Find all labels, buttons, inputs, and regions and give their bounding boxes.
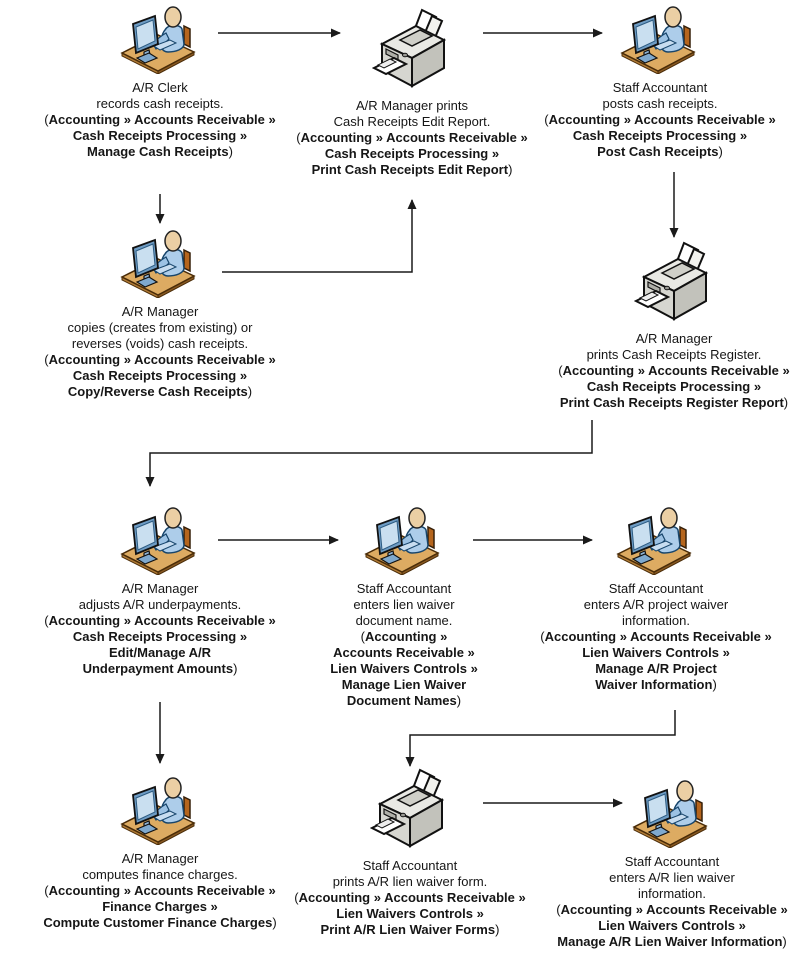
printer-icon — [370, 768, 450, 852]
node-caption: A/R Manager prints Cash Receipts Edit Report. (Accounting » Accounts Receivable » Cash Receipts Processing » Print Cash Receipts Edit Report) — [296, 98, 528, 177]
node-staff-accountant-posts-cash-receipts — [520, 2, 800, 160]
person-computer-icon — [120, 226, 200, 298]
person-computer-icon — [120, 2, 200, 74]
node-caption: Staff Accountant enters A/R project waiver information. (Accounting » Accounts Receivable » Lien Waivers Controls » Manage A/R Project Waiver Information) — [540, 581, 772, 692]
person-computer-icon — [364, 503, 444, 575]
arrow-register-to-underpayments — [150, 420, 592, 486]
node-ar-manager-adjusts-ar-underpayments — [22, 503, 298, 677]
node-staff-accountant-enters-ar-project-waiver-information — [514, 503, 798, 693]
node-ar-manager-copies-or-reverses-cash-receipts — [22, 226, 298, 400]
printer-icon — [372, 8, 452, 92]
node-caption: A/R Manager computes finance charges. (Accounting » Accounts Receivable » Finance Charges » Compute Customer Finance Charges) — [43, 851, 277, 930]
node-ar-manager-computes-finance-charges — [15, 773, 305, 931]
node-caption: A/R Manager copies (creates from existing) or reverses (voids) cash receipts. (Accounting » Accounts Receivable » Cash Receipts Processing » Copy/Reverse Cash Receipts) — [44, 304, 276, 399]
printer-icon — [634, 241, 714, 325]
node-ar-manager-prints-cash-receipts-register — [534, 241, 810, 411]
node-caption: A/R Manager adjusts A/R underpayments. (Accounting » Accounts Receivable » Cash Receipts Processing » Edit/Manage A/R Underpayment Amounts) — [44, 581, 276, 676]
node-caption: Staff Accountant enters lien waiver document name. (Accounting » Accounts Receivable » Lien Waivers Controls » Manage Lien Waiver Document Names) — [330, 581, 478, 708]
node-caption: Staff Accountant prints A/R lien waiver form. (Accounting » Accounts Receivable » Lien Waivers Controls » Print A/R Lien Waiver Forms) — [294, 858, 526, 937]
node-ar-manager-prints-cash-receipts-edit-report — [274, 8, 550, 178]
node-caption: A/R Manager prints Cash Receipts Register. (Accounting » Accounts Receivable » Cash Receipts Processing » Print Cash Receipts Register Report) — [558, 331, 790, 410]
person-computer-icon — [120, 773, 200, 845]
node-staff-accountant-enters-lien-waiver-document-name — [289, 503, 519, 709]
node-staff-accountant-enters-ar-lien-waiver-information — [527, 776, 810, 950]
node-caption: Staff Accountant enters A/R lien waiver information. (Accounting » Accounts Receivable » Lien Waivers Controls » Manage A/R Lien Waiver Information) — [556, 854, 788, 949]
node-caption: Staff Accountant posts cash receipts. (Accounting » Accounts Receivable » Cash Receipts Processing » Post Cash Receipts) — [544, 80, 776, 159]
node-caption: A/R Clerk records cash receipts. (Accounting » Accounts Receivable » Cash Receipts Processing » Manage Cash Receipts) — [44, 80, 276, 159]
person-computer-icon — [632, 776, 712, 848]
person-computer-icon — [616, 503, 696, 575]
node-ar-clerk-records-cash-receipts — [28, 2, 292, 160]
node-staff-accountant-prints-ar-lien-waiver-form — [272, 768, 548, 938]
arrow-project-waiver-to-print-form — [410, 710, 675, 766]
person-computer-icon — [120, 503, 200, 575]
person-computer-icon — [620, 2, 700, 74]
